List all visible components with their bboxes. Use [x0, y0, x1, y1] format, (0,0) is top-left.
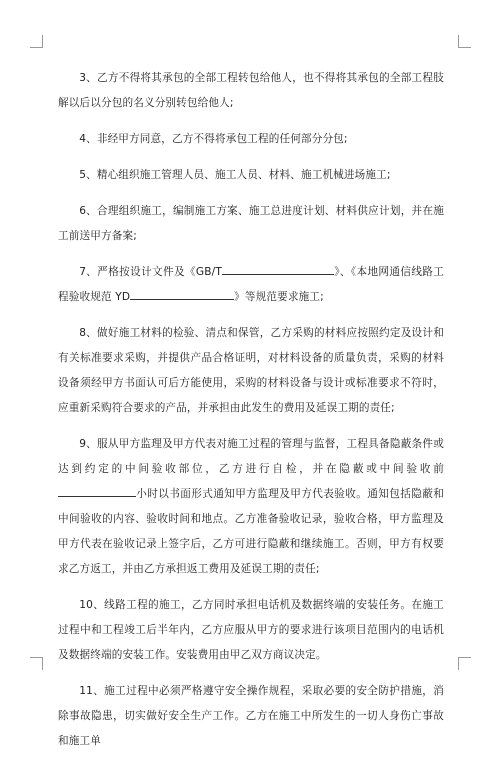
crop-mark-bottom-left [30, 657, 43, 670]
clause-3: 3、乙方不得将其承包的全部工程转包给他人，也不得将其承包的全部工程肢解以后以分包的名义分别转包给他人; [58, 72, 444, 109]
yd-standard-blank [130, 287, 234, 300]
clause-8: 8、做好施工材料的检验、清点和保管，乙方采购的材料应按照约定及设计和有关标准要求采购，并提供产品合格证明，对材料设备的质量负责，采购的材料设备须经甲方书面认可后方能使用，采购的材料设备与设计或标准要求不符时，应重新采购符合要求的产品，并承担由此发生的费用及延误工期的责任; [58, 327, 444, 414]
clause-7-text-b: 》、《本地网通信线路工程验收规范 YD [58, 266, 444, 303]
clause-10: 10、线路工程的施工，乙方同时承担电话机及数据终端的安装任务。在施工过程中和工程竣工后半年内，乙方应服从甲方的要求进行该项目范围内的电话机及数据终端的安装工作。安装费用由甲乙双方商议决定。 [58, 599, 444, 661]
hours-blank [58, 484, 136, 497]
clause-7-text-a: 7、严格按设计文件及《GB/T [79, 266, 223, 278]
crop-mark-bottom-right [458, 657, 471, 670]
clause-11: 11、施工过程中必须严格遵守安全操作规程，采取必要的安全防护措施，消除事故隐患，切实做好安全生产工作。乙方在施工中所发生的一切人身伤亡事故和施工单 [58, 685, 444, 747]
crop-mark-top-right [458, 35, 471, 48]
crop-mark-top-left [30, 35, 43, 48]
clause-5: 5、精心组织施工管理人员、施工人员、材料、施工机械进场施工; [79, 169, 391, 181]
clause-9-text-a: 9、服从甲方监理及甲方代表对施工过程的管理与监督，工程具备隐蔽条件或达到约定的中间验收部位，乙方进行自检，并在隐蔽或中间验收前 [58, 438, 444, 475]
gbt-standard-blank [222, 262, 334, 275]
clause-7 [58, 260, 444, 310]
clause-9 [58, 432, 444, 582]
clause-9-text-b: 小时以书面形式通知甲方监理及甲方代表验收。通知包括隐蔽和中间验收的内容、验收时间和地点。乙方准备验收记录，验收合格，甲方监理及甲方代表在验收记录上签字后，乙方可进行隐蔽和继续施工。否则，甲方有权要求乙方返工，并由乙方承担返工费用及延误工期的责任; [58, 488, 444, 575]
clause-6: 6、合理组织施工，编制施工方案、施工总进度计划、材料供应计划，并在施工前送甲方备案; [58, 205, 444, 242]
document-body [58, 66, 444, 765]
clause-7-text-c: 》等规范要求施工; [234, 291, 324, 303]
clause-4: 4、非经甲方同意，乙方不得将承包工程的任何部分分包; [79, 133, 348, 145]
